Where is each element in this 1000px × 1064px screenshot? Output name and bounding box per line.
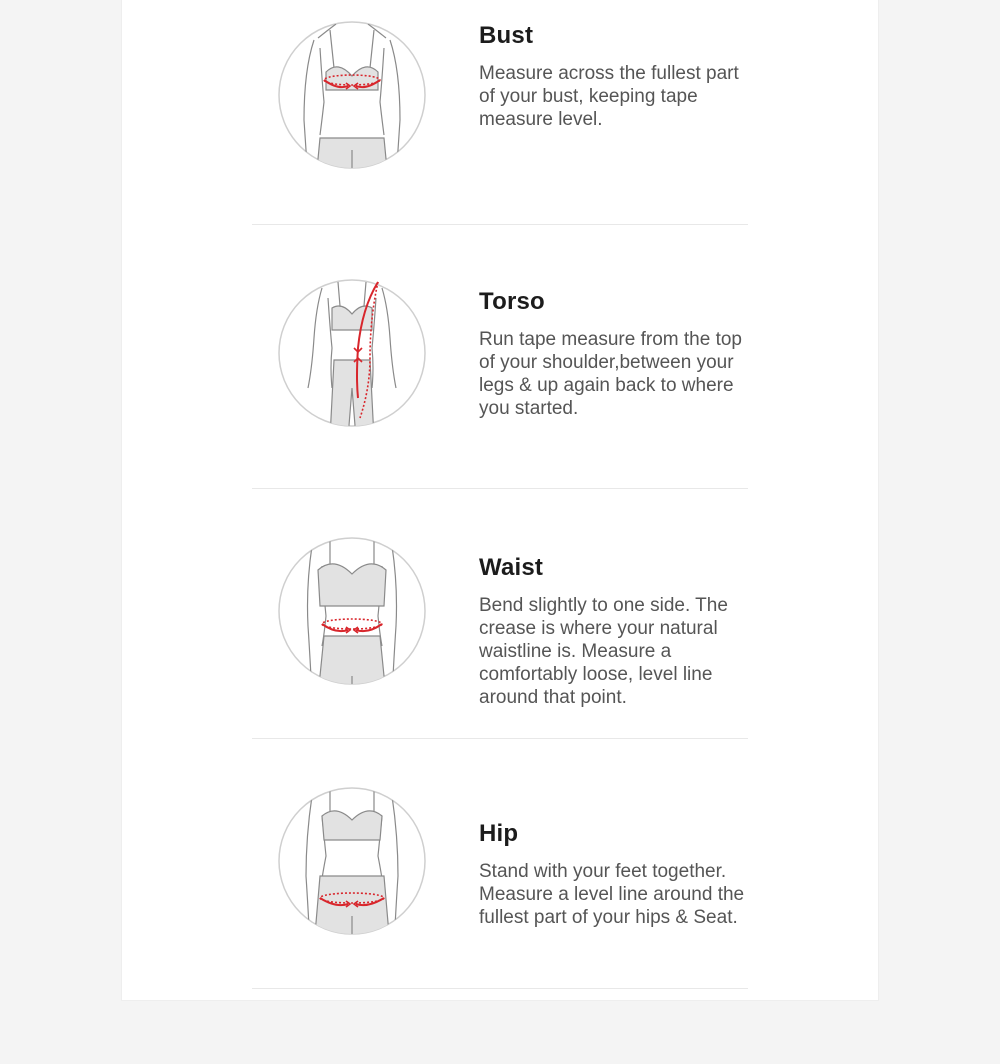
hip-title: Hip	[479, 820, 519, 847]
bust-description: Measure across the fullest part of your bust, keeping tape measure level.	[479, 63, 739, 130]
bust-title: Bust	[479, 22, 534, 49]
hip-section	[122, 798, 878, 1064]
hip-measure-figure-icon	[278, 776, 426, 946]
waist-measure-figure-icon	[278, 526, 426, 696]
torso-section	[122, 266, 878, 532]
bust-measure-figure-icon	[278, 10, 426, 180]
divider	[252, 224, 748, 225]
waist-description: Bend slightly to one side. The crease is where your natural waistline is. Measure a comfortably loose, level line around that point.	[479, 595, 728, 708]
divider	[252, 988, 748, 989]
bust-section	[122, 0, 878, 266]
torso-title: Torso	[479, 288, 545, 315]
divider	[252, 488, 748, 489]
waist-section	[122, 532, 878, 798]
torso-description: Run tape measure from the top of your shoulder,between your legs & up again back to where you started.	[479, 329, 742, 419]
size-guide-page	[122, 0, 878, 1000]
waist-title: Waist	[479, 554, 544, 581]
divider	[252, 738, 748, 739]
torso-measure-figure-icon	[278, 268, 426, 438]
hip-description: Stand with your feet together. Measure a level line around the fullest part of your hips & Seat.	[479, 861, 745, 928]
